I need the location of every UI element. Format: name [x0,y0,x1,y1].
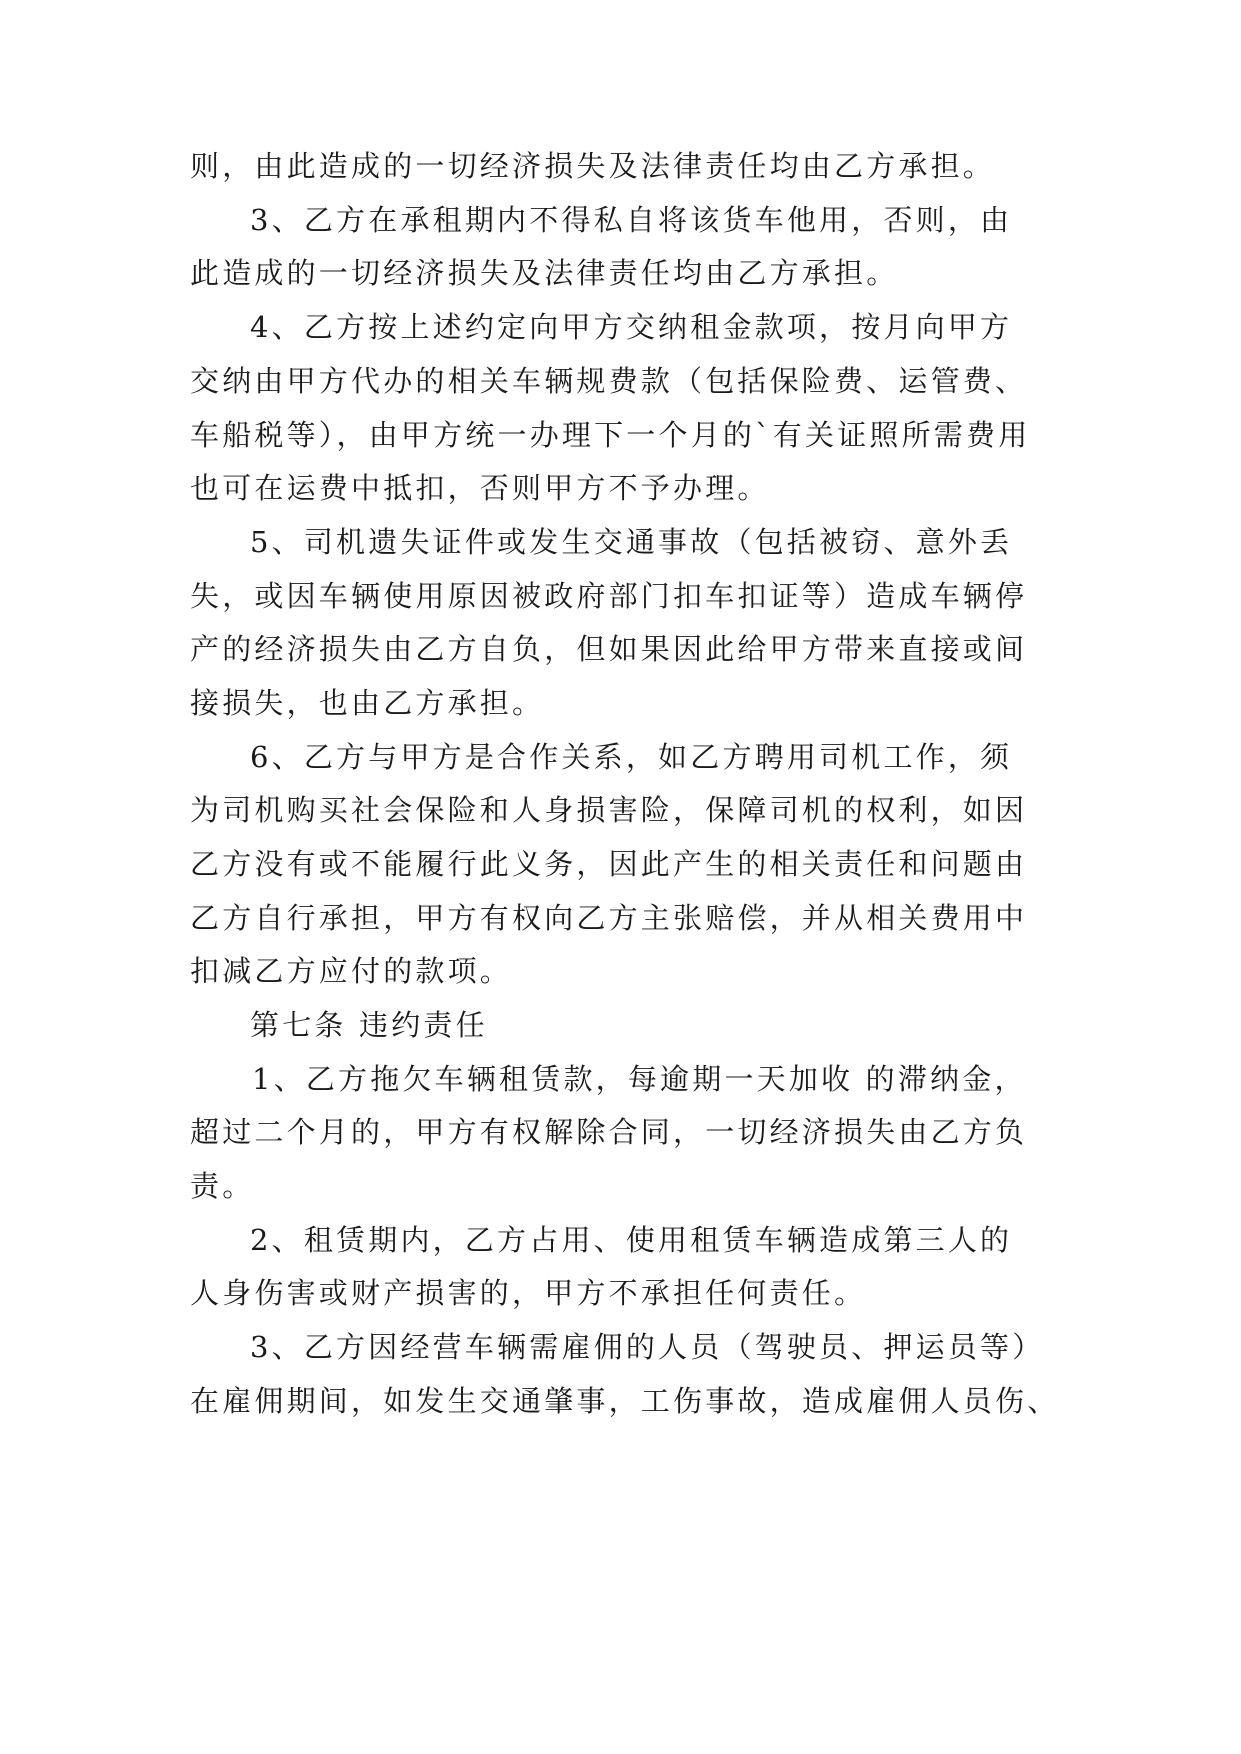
text-line: 为司机购买社会保险和人身损害险，保障司机的权利，如因 [190,793,1028,827]
text-line: 产的经济损失由乙方自负，但如果因此给甲方带来直接或间 [190,632,1028,666]
section-heading: 第七条 违约责任 [250,1008,488,1042]
text-line: 1、乙方拖欠车辆租赁款，每逾期一天加收 的滞纳金， [252,1062,1027,1096]
text-line: 失，或因车辆使用原因被政府部门扣车扣证等）造成车辆停 [190,579,1028,613]
text-line: 此造成的一切经济损失及法律责任均由乙方承担。 [190,256,899,290]
text-line: 4、乙方按上述约定向甲方交纳租金款项，按月向甲方 [250,310,1013,344]
text-line: 责。 [190,1169,255,1203]
text-line: 乙方自行承担，甲方有权向乙方主张赔偿，并从相关费用中 [190,901,1028,935]
text-line: 超过二个月的，甲方有权解除合同，一切经济损失由乙方负 [190,1115,1028,1149]
text-line: 3、乙方在承租期内不得私自将该货车他用，否则，由 [250,203,1013,237]
text-line: 人身伤害或财产损害的，甲方不承担任何责任。 [190,1276,867,1310]
text-line: 5、司机遗失证件或发生交通事故（包括被窃、意外丢 [250,525,1013,559]
text-line: 交纳由甲方代办的相关车辆规费款（包括保险费、运管费、 [190,364,1028,398]
text-line: 2、租赁期内，乙方占用、使用租赁车辆造成第三人的 [250,1223,1013,1257]
text-line: 则，由此造成的一切经济损失及法律责任均由乙方承担。 [190,149,996,183]
text-line: 6、乙方与甲方是合作关系，如乙方聘用司机工作，须 [250,740,1013,774]
text-line: 3、乙方因经营车辆需雇佣的人员（驾驶员、押运员等） [250,1330,1045,1364]
text-line: 扣减乙方应付的款项。 [190,954,513,988]
text-line: 接损失，也由乙方承担。 [190,686,545,720]
text-line: 车船税等），由甲方统一办理下一个月的`有关证照所需费用 [190,418,1031,452]
text-line: 也可在运费中抵扣，否则甲方不予办理。 [190,471,770,505]
text-line: 乙方没有或不能履行此义务，因此产生的相关责任和问题由 [190,847,1028,881]
text-line: 在雇佣期间，如发生交通肇事，工伤事故，造成雇佣人员伤、 [190,1384,1060,1418]
